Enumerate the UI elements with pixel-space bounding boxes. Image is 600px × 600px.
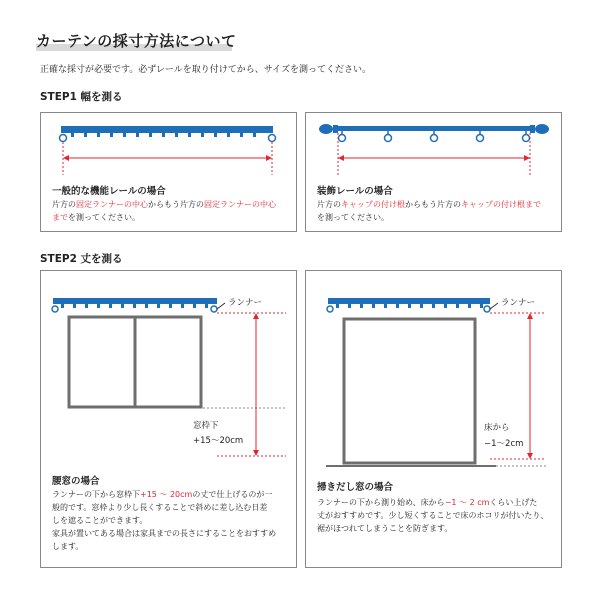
finial-left (319, 124, 333, 134)
measure-label-1: 窓枠下 (193, 421, 219, 431)
decorative-pole (338, 126, 530, 131)
caption-text: 片方の固定ランナーの中心からもう片方の固定ランナーの中心 までを測ってください。 (52, 200, 276, 222)
finial-right (535, 124, 549, 134)
step2-left-panel (40, 270, 297, 568)
caption-title: 一般的な機能レールの場合 (52, 186, 166, 197)
caption-text: ランナーの下から測り始め、床から−1 ～ 2 cmくらい上げた 丈がおすすめです。少し短くすることで床のホコリが付いたり、 裾がほつれてしまうことを防ぎます。 (317, 498, 549, 533)
page-title: カーテンの採寸方法について (36, 32, 237, 50)
step2-right-panel (305, 270, 562, 568)
runner-label: ランナー (501, 298, 536, 308)
measure-label-1: 床から (484, 423, 510, 433)
step1-left-panel (40, 112, 297, 232)
step1-heading: STEP1 幅を測る (40, 91, 123, 103)
caption-text: 片方のキャップの付け根からもう片方のキャップの付け根まで を測ってください。 (317, 200, 541, 222)
measure-label-2: −1～2cm (484, 439, 524, 449)
window-frame (344, 319, 475, 463)
rail-bar (61, 126, 273, 133)
runner-label: ランナー (228, 298, 263, 308)
measure-label-2: +15～20cm (193, 436, 244, 446)
runner-teeth (71, 133, 256, 137)
step1-right-panel (305, 112, 562, 232)
caption-title: 掃きだし窓の場合 (317, 482, 394, 493)
runner-icon (484, 306, 490, 312)
caption-title: 腰窓の場合 (52, 476, 100, 487)
fixed-runner-right (269, 135, 276, 142)
caption-text: ランナーの下から窓枠下+15 ～ 20cmの丈で仕上げるのが一 般的です。窓枠より少し長くすることで斜めに差し込む日差 しを遮ることができます。 家具が置いてある場合は家具までの長さにすることをおすすめ します。 (52, 490, 277, 551)
caption-title: 装飾レールの場合 (317, 186, 393, 197)
fixed-runner-left (60, 135, 67, 142)
step2-heading: STEP2 丈を測る (40, 253, 123, 265)
runner-icon (211, 306, 217, 312)
rings (339, 131, 530, 142)
rail-bar (53, 298, 217, 304)
intro-text: 正確な採寸が必要です。必ずレールを取り付けてから、サイズを測ってください。 (40, 65, 372, 75)
rail-bar (328, 298, 490, 304)
